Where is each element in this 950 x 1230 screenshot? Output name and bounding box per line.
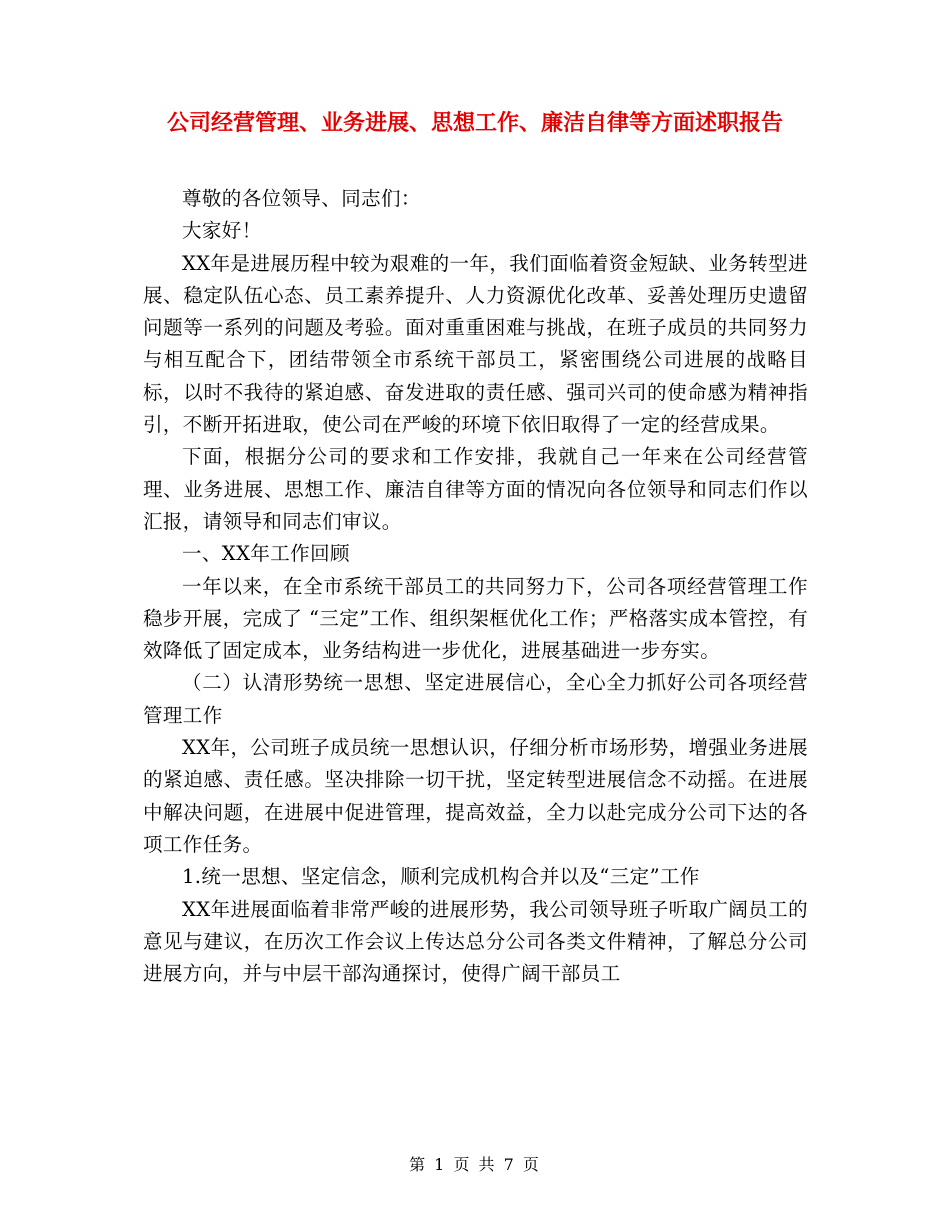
- paragraph-report-purpose: 下面，根据分公司的要求和工作安排，我就自己一年来在公司经营管理、业务进展、思想工作、廉洁自律等方面的情况向各位领导和同志们作以汇报，请领导和同志们审议。: [143, 445, 808, 533]
- paragraph-situation: XX年进展面临着非常严峻的进展形势，我公司领导班子听取广阔员工的意见与建议，在历次工作会议上传达总分公司各类文件精神，了解总分公司进展方向，并与中层干部沟通探讨，使得广阔干部员工: [143, 897, 808, 986]
- paragraph-intro: XX年是进展历程中较为艰难的一年，我们面临着资金短缺、业务转型进展、稳定队伍心态、员工素养提升、人力资源优化改革、妥善处理历史遗留问题等一系列的问题及考验。面对重重困难与挑战，在班子成员的共同努力与相互配合下，团结带领全市系统干部员工，紧密围绕公司进展的战略目标，以时不我待的紧迫感、奋发进取的责任感、强司兴司的使命感为精神指引，不断开拓进取，使公司在严峻的环境下依旧取得了一定的经营成果。: [143, 251, 808, 437]
- item-heading-one: 1.统一思想、坚定信念，顺利完成机构合并以及“三定”工作: [182, 865, 700, 889]
- document-title: 公司经营管理、业务进展、思想工作、廉洁自律等方面述职报告: [166, 111, 783, 136]
- section-heading-review: 一、XX年工作回顾: [182, 542, 350, 566]
- paragraph-salutation: 尊敬的各位领导、同志们：: [182, 187, 421, 210]
- paragraph-greeting: 大家好！: [182, 219, 262, 243]
- paragraph-management: XX年，公司班子成员统一思想认识，仔细分析市场形势，增强业务进展的紧迫感、责任感。坚决排除一切干扰，坚定转型进展信念不动摇。在进展中解决问题，在进展中促进管理，提高效益，全力以赴完成分公司下达的各项工作任务。: [143, 736, 808, 856]
- page-number-footer: 第 1 页 共 7 页: [409, 1155, 541, 1174]
- subsection-heading-two: （二）认清形势统一思想、坚定进展信心，全心全力抓好公司各项经营管理工作: [143, 671, 808, 727]
- document-body: [143, 183, 808, 990]
- paragraph-review-summary: 一年以来，在全市系统干部员工的共同努力下，公司各项经营管理工作稳步开展，完成了 “三定”工作、组织架框优化工作；严格落实成本管控，有效降低了固定成本，业务结构进一步优化，进展基础进一步夯实。: [143, 574, 808, 663]
